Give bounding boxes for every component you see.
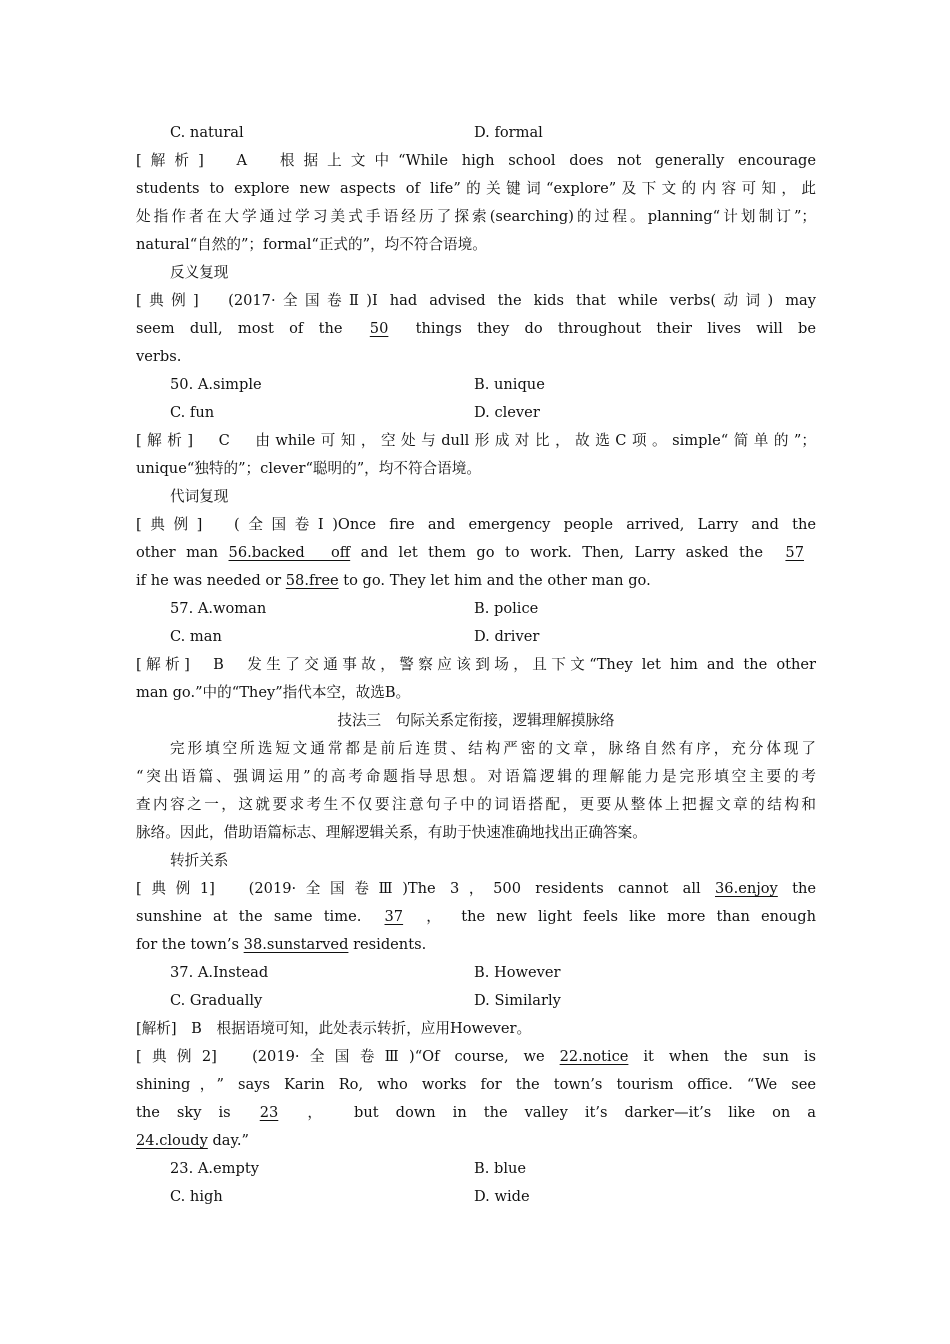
analysis-line: natural“自然的”；formal“正式的”，均不符合语境。 (136, 236, 487, 253)
analysis-line: [解析] A 根据上文中“While high school does not generally encourage (136, 152, 816, 169)
underlined-word: 56.backed off (228, 544, 351, 561)
example-line (136, 315, 816, 343)
option: D. wide (474, 1188, 530, 1205)
option: D. driver (474, 628, 540, 645)
underlined-word: 22.notice (559, 1048, 629, 1065)
option: 23. A.empty (170, 1160, 259, 1177)
text: to go. They let him and the other man go. (343, 572, 651, 589)
text: residents. (353, 936, 427, 953)
text: day.” (212, 1132, 249, 1149)
option: 57. A.woman (170, 600, 267, 617)
text: sunshine at the same time. (136, 908, 362, 925)
underlined-word: 38.sunstarved (243, 936, 349, 953)
paragraph-line: 完形填空所选短文通常都是前后连贯、结构严密的文章，脉络自然有序，充分体现了 (170, 740, 816, 757)
paragraph-line: “突出语篇、强调运用”的高考命题指导思想。对语篇逻辑的理解能力是完形填空主要的考 (136, 768, 816, 785)
example-line (136, 1099, 816, 1127)
option: C. man (170, 628, 222, 645)
option: D. Similarly (474, 992, 561, 1009)
analysis-line: [解析] B 根据语境可知，此处表示转折，应用However。 (136, 1020, 532, 1037)
paragraph-line: 查内容之一，这就要求考生不仅要注意句子中的词语搭配，更要从整体上把握文章的结构和 (136, 796, 816, 813)
section-heading-contrast: 转折关系 (170, 852, 229, 869)
example-line: verbs. (136, 348, 182, 365)
analysis-line: students to explore new aspects of life”的关键词“explore”及下文的内容可知，此 (136, 180, 816, 197)
text: things they do throughout their lives will be (415, 320, 816, 337)
option: D. clever (474, 404, 540, 421)
text: other man (136, 544, 219, 561)
text: if he was needed or (136, 572, 282, 589)
option: 50. A.simple (170, 376, 262, 393)
example-line (136, 1127, 816, 1155)
option: B. police (474, 600, 539, 617)
underlined-word: 24.cloudy (136, 1132, 208, 1149)
technique-three-heading: 技法三 句际关系定衔接，逻辑理解摸脉络 (337, 712, 615, 729)
text: ， the new light feels like more than enough (426, 908, 816, 925)
example-line (136, 539, 816, 567)
option: B. However (474, 964, 561, 981)
option: B. blue (474, 1160, 527, 1177)
text: the (792, 880, 816, 897)
option: 37. A.Instead (170, 964, 269, 981)
underlined-word: 58.free (285, 572, 339, 589)
option-c-natural: C. natural (170, 124, 244, 141)
example-line (136, 875, 816, 903)
text: for the town’s (136, 936, 240, 953)
example-line: [典例] (全国卷Ⅰ)Once fire and emergency people arrived, Larry and the (136, 516, 816, 533)
analysis-line: man go.”中的“They”指代本空，故选B。 (136, 684, 411, 701)
text: and let them go to work. Then, Larry asked the (360, 544, 763, 561)
option: C. fun (170, 404, 215, 421)
option: C. high (170, 1188, 223, 1205)
underlined-word: 36.enjoy (715, 880, 778, 897)
text: [典例1] (2019·全国卷Ⅲ)The 3，500 residents cannot all (136, 880, 701, 897)
paragraph-line: 脉络。因此，借助语篇标志、理解逻辑关系，有助于快速准确地找出正确答案。 (136, 824, 647, 841)
example-line (136, 1043, 816, 1071)
section-heading-pronoun: 代词复现 (170, 488, 229, 505)
option: C. Gradually (170, 992, 263, 1009)
option: B. unique (474, 376, 545, 393)
example-line: [典例] (2017·全国卷Ⅱ)I had advised the kids that while verbs(动词) may (136, 292, 816, 309)
option-d-formal: D. formal (474, 124, 543, 141)
text: ， but down in the valley it’s darker—it’s like on a (307, 1104, 816, 1121)
text: seem dull, most of the (136, 320, 343, 337)
example-line: shining，” says Karin Ro, who works for the town’s tourism office. “We see (136, 1076, 816, 1093)
blank-37: 37 (384, 908, 404, 925)
text: [典例2] (2019·全国卷Ⅲ)“Of course, we (136, 1048, 545, 1065)
example-line (136, 931, 816, 959)
blank-50: 50 (369, 320, 389, 337)
blank-23: 23 (259, 1104, 279, 1121)
section-heading-antonym: 反义复现 (170, 264, 229, 281)
blank-57: 57 (785, 544, 804, 561)
analysis-line: unique“独特的”；clever“聪明的”，均不符合语境。 (136, 460, 481, 477)
text: the sky is (136, 1104, 231, 1121)
example-line (136, 903, 816, 931)
example-line (136, 567, 816, 595)
text: it when the sun is (643, 1048, 816, 1065)
analysis-line: 处指作者在大学通过学习美式手语经历了探索(searching)的过程。planning“计划制订”； (136, 208, 816, 225)
analysis-line: [解析] B 发生了交通事故，警察应该到场，且下文“They let him and the other (136, 656, 816, 673)
analysis-line: [解析] C 由while可知，空处与dull形成对比，故选C项。simple“简单的”； (136, 432, 816, 449)
